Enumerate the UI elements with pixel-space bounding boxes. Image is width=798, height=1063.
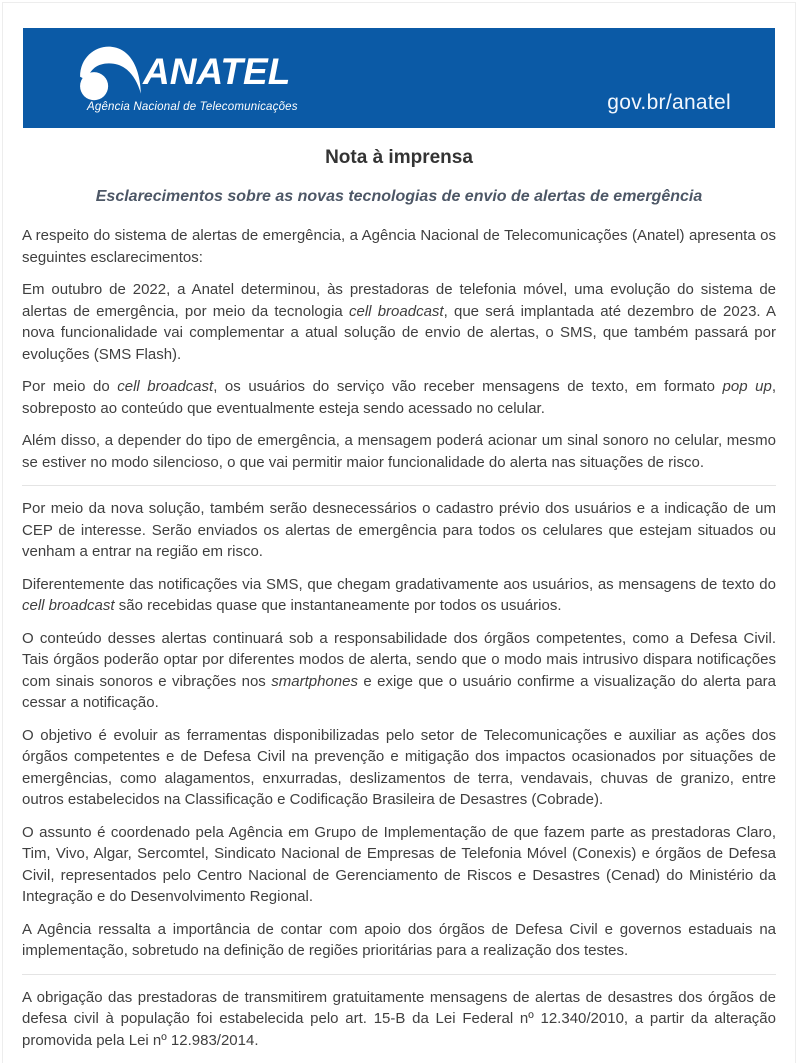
paragraph: Por meio do cell broadcast, os usuários do serviço vão receber mensagens de texto, em formato pop up, sobreposto ao conteúdo que eventualmente esteja sendo acessado no celular. — [22, 376, 776, 419]
anatel-swoosh-icon — [77, 45, 143, 103]
paragraph: A obrigação das prestadoras de transmitirem gratuitamente mensagens de alertas de desastres dos órgãos de defesa civil à população foi estabelecida pelo art. 15-B da Lei Federal nº 12.340/2010, a partir da alteração promovida pela Lei nº 12.983/2014. — [22, 987, 776, 1052]
paragraph: Além disso, a depender do tipo de emergência, a mensagem poderá acionar um sinal sonoro no celular, mesmo se estiver no modo silencioso, o que vai permitir maior funcionalidade do alerta nas situações de risco. — [22, 430, 776, 473]
paragraph: Por meio da nova solução, também serão desnecessários o cadastro prévio dos usuários e a indicação de um CEP de interesse. Serão enviados os alertas de emergência para todos os celulares que estejam situados ou venham a entrar na região em risco. — [22, 498, 776, 563]
page-subtitle: Esclarecimentos sobre as novas tecnologias de envio de alertas de emergência — [3, 188, 795, 206]
gov-br-anatel-link[interactable]: gov.br/anatel — [607, 91, 731, 115]
paragraph: Diferentemente das notificações via SMS, que chegam gradativamente aos usuários, as mensagens de texto do cell broadcast são recebidas quase que instantaneamente por todos os usuários. — [22, 574, 776, 617]
press-note-section-1 — [22, 225, 776, 486]
paragraph: O objetivo é evoluir as ferramentas disponibilizadas pelo setor de Telecomunicações e auxiliar as ações dos órgãos competentes e de Defesa Civil na prevenção e mitigação dos impactos ocasionados por situações de emergências, como alagamentos, enxurradas, deslizamentos de terra, vendavais, chuvas de granizo, entre outros estabelecidos na Classificação e Codificação Brasileira de Desastres (Cobrade). — [22, 725, 776, 811]
paragraph: Em outubro de 2022, a Anatel determinou, às prestadoras de telefonia móvel, uma evolução do sistema de alertas de emergência, por meio da tecnologia cell broadcast, que será implantada até dezembro de 2023. A nova funcionalidade vai complementar a atual solução de envio de alertas, o SMS, que também passará por evoluções (SMS Flash). — [22, 279, 776, 365]
paragraph: A respeito do sistema de alertas de emergência, a Agência Nacional de Telecomunicações (Anatel) apresenta os seguintes esclarecimentos: — [22, 225, 776, 268]
page-title: Nota à imprensa — [3, 147, 795, 169]
press-note-section-3 — [22, 975, 776, 1063]
press-note-body — [3, 225, 795, 1063]
paragraph: O conteúdo desses alertas continuará sob a responsabilidade dos órgãos competentes, como a Defesa Civil. Tais órgãos poderão optar por diferentes modos de alerta, sendo que o modo mais intrusivo dispara notificações com sinais sonoros e vibrações nos smartphones e exige que o usuário confirme a visualização do alerta para cessar a notificação. — [22, 628, 776, 714]
anatel-logo-wordmark: ANATEL — [143, 53, 290, 90]
press-note-section-2 — [22, 486, 776, 975]
paragraph: A Agência ressalta a importância de contar com apoio dos órgãos de Defesa Civil e governos estaduais na implementação, sobretudo na definição de regiões prioritárias para a realização dos testes. — [22, 919, 776, 962]
anatel-header-banner — [23, 28, 775, 128]
anatel-logo-tagline: Agência Nacional de Telecomunicações — [87, 101, 298, 113]
anatel-logo — [77, 45, 307, 117]
press-note-page — [2, 2, 796, 1063]
paragraph: O assunto é coordenado pela Agência em Grupo de Implementação de que fazem parte as prestadoras Claro, Tim, Vivo, Algar, Sercomtel, Sindicato Nacional de Empresas de Telefonia Móvel (Conexis) e órgãos de Defesa Civil, representados pelo Centro Nacional de Gerenciamento de Riscos e Desastres (Cenad) do Ministério da Integração e do Desenvolvimento Regional. — [22, 822, 776, 908]
